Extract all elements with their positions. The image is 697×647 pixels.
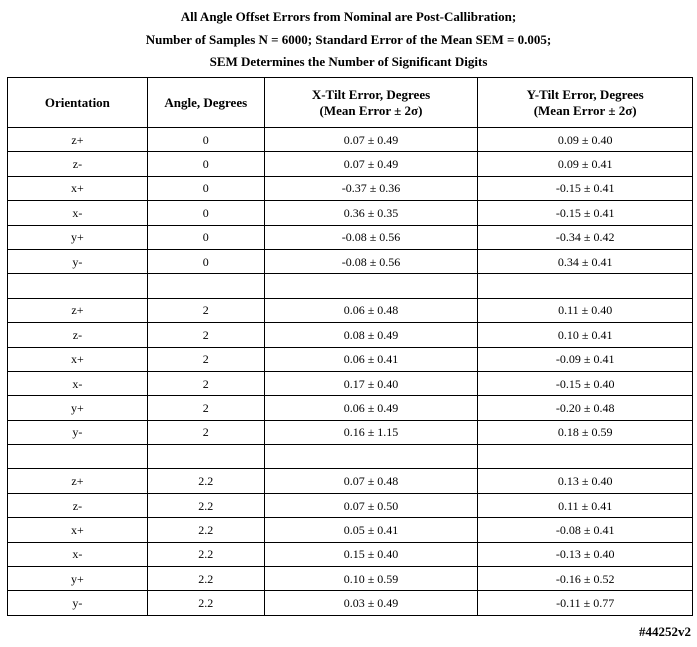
table-row [8, 371, 693, 395]
cell-angle: 2.2 [147, 542, 264, 566]
cell-angle: 0 [147, 176, 264, 200]
cell-y-tilt-error: 0.13 ± 0.40 [478, 469, 693, 493]
table-row [8, 469, 693, 493]
table-row [8, 225, 693, 249]
cell-angle: 2 [147, 323, 264, 347]
cell-angle: 2 [147, 347, 264, 371]
cell-y-tilt-error: 0.34 ± 0.41 [478, 249, 693, 273]
cell-angle: 0 [147, 128, 264, 152]
table-row [8, 591, 693, 615]
cell-orientation: y+ [8, 396, 148, 420]
cell-y-tilt-error: 0.10 ± 0.41 [478, 323, 693, 347]
cell-x-tilt-error: -0.08 ± 0.56 [264, 225, 478, 249]
cell-orientation: x- [8, 371, 148, 395]
header-x-tilt-subtitle: (Mean Error ± 2σ) [319, 102, 423, 118]
cell-y-tilt-error [478, 445, 693, 469]
table-row [8, 298, 693, 322]
caption-line-3: SEM Determines the Number of Significant Digits [209, 54, 488, 69]
table-header [8, 78, 693, 128]
cell-x-tilt-error: 0.07 ± 0.48 [264, 469, 478, 493]
header-y-tilt-subtitle: (Mean Error ± 2σ) [533, 102, 637, 118]
cell-angle: 0 [147, 152, 264, 176]
cell-y-tilt-error: -0.15 ± 0.41 [478, 176, 693, 200]
table-row [8, 323, 693, 347]
cell-orientation: x+ [8, 518, 148, 542]
header-x-tilt [264, 78, 478, 128]
cell-angle: 0 [147, 225, 264, 249]
cell-x-tilt-error: 0.17 ± 0.40 [264, 371, 478, 395]
table-row [8, 420, 693, 444]
table-row [8, 128, 693, 152]
cell-orientation: z- [8, 152, 148, 176]
cell-y-tilt-error: -0.15 ± 0.40 [478, 371, 693, 395]
cell-x-tilt-error: 0.36 ± 0.35 [264, 201, 478, 225]
cell-angle [147, 274, 264, 298]
cell-x-tilt-error: 0.07 ± 0.49 [264, 152, 478, 176]
cell-angle: 2.2 [147, 493, 264, 517]
cell-x-tilt-error [264, 445, 478, 469]
angle-offset-error-table [7, 77, 693, 616]
cell-orientation: x- [8, 542, 148, 566]
header-orientation: Orientation [8, 78, 148, 128]
cell-y-tilt-error: 0.11 ± 0.41 [478, 493, 693, 517]
table-row [8, 493, 693, 517]
cell-y-tilt-error: -0.13 ± 0.40 [478, 542, 693, 566]
cell-y-tilt-error: 0.09 ± 0.41 [478, 152, 693, 176]
cell-angle [147, 445, 264, 469]
caption-line-1: All Angle Offset Errors from Nominal are Post-Callibration; [180, 9, 517, 24]
document-reference-number: #44252v2 [639, 624, 691, 639]
cell-x-tilt-error: 0.07 ± 0.50 [264, 493, 478, 517]
cell-x-tilt-error: 0.10 ± 0.59 [264, 567, 478, 591]
cell-angle: 2 [147, 371, 264, 395]
cell-y-tilt-error: -0.34 ± 0.42 [478, 225, 693, 249]
table-row [8, 518, 693, 542]
cell-angle: 2.2 [147, 469, 264, 493]
cell-orientation: z+ [8, 128, 148, 152]
table-row [8, 201, 693, 225]
cell-orientation: y- [8, 591, 148, 615]
cell-x-tilt-error: 0.06 ± 0.49 [264, 396, 478, 420]
table-spacer-row [8, 445, 693, 469]
cell-angle: 0 [147, 249, 264, 273]
cell-y-tilt-error [478, 274, 693, 298]
cell-orientation: y- [8, 249, 148, 273]
cell-y-tilt-error: 0.11 ± 0.40 [478, 298, 693, 322]
cell-angle: 0 [147, 201, 264, 225]
cell-x-tilt-error: 0.05 ± 0.41 [264, 518, 478, 542]
table-spacer-row [8, 274, 693, 298]
table-row [8, 347, 693, 371]
table-row [8, 176, 693, 200]
cell-orientation: x+ [8, 347, 148, 371]
cell-x-tilt-error: 0.15 ± 0.40 [264, 542, 478, 566]
header-x-tilt-title: X-Tilt Error, Degrees [311, 86, 431, 102]
table-row [8, 152, 693, 176]
table-row [8, 542, 693, 566]
cell-angle: 2.2 [147, 518, 264, 542]
cell-orientation: x- [8, 201, 148, 225]
cell-x-tilt-error: -0.08 ± 0.56 [264, 249, 478, 273]
cell-y-tilt-error: -0.11 ± 0.77 [478, 591, 693, 615]
table-row [8, 396, 693, 420]
cell-y-tilt-error: -0.16 ± 0.52 [478, 567, 693, 591]
cell-angle: 2 [147, 298, 264, 322]
cell-orientation: y+ [8, 567, 148, 591]
header-y-tilt [478, 78, 693, 128]
cell-y-tilt-error: 0.18 ± 0.59 [478, 420, 693, 444]
cell-orientation: y+ [8, 225, 148, 249]
cell-y-tilt-error: -0.09 ± 0.41 [478, 347, 693, 371]
cell-orientation [8, 445, 148, 469]
header-y-tilt-title: Y-Tilt Error, Degrees [526, 86, 644, 102]
cell-angle: 2.2 [147, 567, 264, 591]
cell-orientation [8, 274, 148, 298]
cell-x-tilt-error: 0.06 ± 0.48 [264, 298, 478, 322]
cell-x-tilt-error: 0.06 ± 0.41 [264, 347, 478, 371]
table-row [8, 249, 693, 273]
cell-y-tilt-error: 0.09 ± 0.40 [478, 128, 693, 152]
header-row [8, 78, 693, 128]
cell-x-tilt-error: 0.08 ± 0.49 [264, 323, 478, 347]
cell-orientation: z- [8, 493, 148, 517]
cell-orientation: z- [8, 323, 148, 347]
table-body [8, 128, 693, 616]
cell-x-tilt-error: 0.03 ± 0.49 [264, 591, 478, 615]
cell-y-tilt-error: -0.20 ± 0.48 [478, 396, 693, 420]
cell-y-tilt-error: -0.15 ± 0.41 [478, 201, 693, 225]
cell-x-tilt-error: 0.07 ± 0.49 [264, 128, 478, 152]
cell-angle: 2 [147, 420, 264, 444]
cell-orientation: z+ [8, 298, 148, 322]
cell-angle: 2 [147, 396, 264, 420]
table-row [8, 567, 693, 591]
header-angle: Angle, Degrees [147, 78, 264, 128]
cell-y-tilt-error: -0.08 ± 0.41 [478, 518, 693, 542]
cell-orientation: x+ [8, 176, 148, 200]
cell-x-tilt-error: -0.37 ± 0.36 [264, 176, 478, 200]
cell-x-tilt-error [264, 274, 478, 298]
cell-orientation: z+ [8, 469, 148, 493]
cell-x-tilt-error: 0.16 ± 1.15 [264, 420, 478, 444]
cell-angle: 2.2 [147, 591, 264, 615]
caption-line-2: Number of Samples N = 6000; Standard Error of the Mean SEM = 0.005; [145, 32, 552, 47]
cell-orientation: y- [8, 420, 148, 444]
